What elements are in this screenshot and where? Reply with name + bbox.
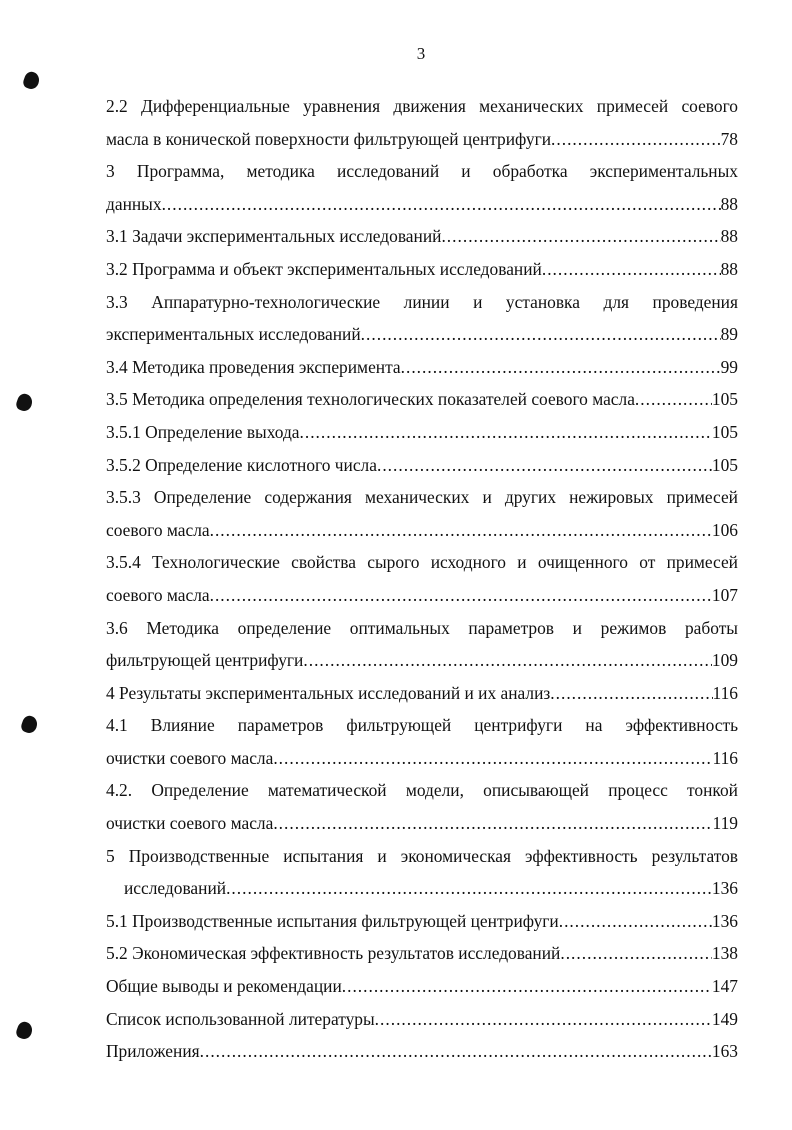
toc-line (106, 481, 738, 514)
dot-leader (361, 318, 721, 351)
toc-line (106, 840, 738, 873)
toc-page-number: 107 (711, 584, 738, 605)
toc-entry-text: 5.2 Экономическая эффективность результатов исследований (106, 943, 561, 964)
toc-entry-text: 3.5.3 Определение содержания механических и других нежировых примесей (106, 487, 738, 508)
toc-entry-text: 3.2 Программа и объект экспериментальных исследований (106, 258, 542, 279)
toc-entry-text: очистки соевого масла (106, 747, 274, 768)
toc-entry-text: экспериментальных исследований (106, 324, 361, 345)
toc-line (106, 546, 738, 579)
dot-leader (273, 742, 712, 775)
dot-leader (401, 351, 721, 384)
toc-line[interactable] (106, 123, 738, 156)
toc-line[interactable] (106, 416, 738, 449)
toc-line[interactable] (106, 677, 738, 710)
dot-leader (162, 188, 721, 221)
toc-entry-text: 5 Производственные испытания и экономическая эффективность результатов (106, 845, 738, 866)
toc-line[interactable] (106, 220, 738, 253)
toc-entry-text: соевого масла (106, 584, 210, 605)
toc-entry-text: 3.4 Методика проведения эксперимента (106, 356, 401, 377)
toc-line[interactable] (106, 188, 738, 221)
dot-leader (200, 1035, 712, 1068)
toc-page-number: 149 (711, 1008, 738, 1029)
toc-line[interactable] (106, 351, 738, 384)
toc-entry-text: 2.2 Дифференциальные уравнения движения механических примесей соевого (106, 96, 738, 116)
toc-line[interactable] (106, 253, 738, 286)
toc-entry-text: Приложения (106, 1041, 200, 1062)
toc-entry-text: 5.1 Производственные испытания фильтрующей центрифуги (106, 910, 559, 931)
toc-entry-text: 3.3 Аппаратурно-технологические линии и установка для проведения (106, 291, 738, 312)
toc-entry-text: Общие выводы и рекомендации (106, 976, 342, 997)
toc-line (106, 286, 738, 319)
toc-entry-text: 3 Программа, методика исследований и обработка экспериментальных (106, 161, 738, 182)
toc-entry-text: Список использованной литературы (106, 1008, 375, 1029)
toc-line[interactable] (106, 872, 738, 905)
toc-line[interactable] (106, 970, 738, 1003)
toc-page-number: 116 (712, 682, 738, 703)
toc-line[interactable] (106, 807, 738, 840)
dot-leader (210, 514, 712, 547)
toc-line[interactable] (106, 905, 738, 938)
toc-page-number: 88 (720, 193, 738, 214)
toc-page-number: 136 (711, 878, 738, 899)
toc-line[interactable] (106, 937, 738, 970)
toc-entry-text: 4.2. Определение математической модели, описывающей процесс тонкой (106, 780, 738, 801)
toc-entry-text: очистки соевого масла (106, 813, 274, 834)
punch-hole-mark (15, 392, 35, 413)
page-number: 3 (416, 44, 426, 63)
toc-entry-text: исследований (124, 878, 227, 899)
dot-leader (210, 579, 712, 612)
toc-page-number: 89 (720, 324, 738, 345)
punch-hole-mark (22, 70, 42, 91)
toc-entry-text: соевого масла (106, 519, 210, 540)
toc-line[interactable] (106, 514, 738, 547)
dot-leader (635, 383, 712, 416)
toc-entry-text: масла в конической поверхности фильтрующей центрифуги (106, 128, 552, 149)
dot-leader (377, 449, 712, 482)
toc-line[interactable] (106, 1035, 738, 1068)
toc-line (106, 709, 738, 742)
toc-line[interactable] (106, 318, 738, 351)
toc-entry-text: 3.5.1 Определение выхода (106, 421, 300, 442)
toc-entry-text: 3.6 Методика определение оптимальных параметров и режимов работы (106, 617, 738, 638)
toc-page-number: 163 (711, 1041, 738, 1062)
toc-page-number: 147 (711, 976, 738, 997)
toc-line[interactable] (106, 383, 738, 416)
toc-entry-text: 3.5.2 Определение кислотного числа (106, 454, 377, 475)
punch-hole-mark (20, 714, 40, 735)
dot-leader (300, 416, 712, 449)
toc-page-number: 119 (712, 813, 738, 834)
toc-entry-text: 3.5 Методика определения технологических показателей соевого масла (106, 389, 635, 410)
toc-line[interactable] (106, 449, 738, 482)
toc-entry-text: 4 Результаты экспериментальных исследований и их анализ (106, 682, 551, 703)
toc-page-number: 88 (720, 258, 738, 279)
dot-leader (559, 905, 712, 938)
toc-entry-text: фильтрующей центрифуги (106, 650, 304, 671)
toc-page-number: 99 (720, 356, 738, 377)
dot-leader (551, 123, 721, 156)
toc-page-number: 88 (720, 226, 738, 247)
dot-leader (542, 253, 721, 286)
toc-page-number: 105 (711, 454, 738, 475)
toc-page-number: 138 (711, 943, 738, 964)
toc-line (106, 774, 738, 807)
dot-leader (273, 807, 712, 840)
punch-hole-mark (15, 1020, 35, 1041)
toc-entry-text: данных (106, 193, 162, 214)
toc-page-number: 136 (711, 910, 738, 931)
toc-entry-text: 3.5.4 Технологические свойства сырого исходного и очищенного от примесей (106, 552, 738, 573)
dot-leader (441, 220, 720, 253)
toc-line[interactable] (106, 1003, 738, 1036)
toc-line (106, 612, 738, 645)
toc-page-number: 78 (720, 128, 738, 149)
dot-leader (375, 1003, 712, 1036)
toc-page-number: 106 (711, 519, 738, 540)
toc-line[interactable] (106, 579, 738, 612)
toc-line[interactable] (106, 644, 738, 677)
table-of-contents (106, 90, 738, 1068)
dot-leader (226, 872, 712, 905)
toc-line (106, 90, 738, 123)
dot-leader (550, 677, 712, 710)
dot-leader (303, 644, 712, 677)
dot-leader (560, 937, 712, 970)
toc-entry-text: 4.1 Влияние параметров фильтрующей центрифуги на эффективность (106, 715, 738, 736)
toc-page-number: 109 (711, 650, 738, 671)
toc-line (106, 155, 738, 188)
dot-leader (342, 970, 712, 1003)
toc-page-number: 105 (711, 421, 738, 442)
toc-page-number: 105 (711, 389, 738, 410)
toc-entry-text: 3.1 Задачи экспериментальных исследований (106, 226, 442, 247)
toc-page-number: 116 (712, 747, 738, 768)
toc-line[interactable] (106, 742, 738, 775)
